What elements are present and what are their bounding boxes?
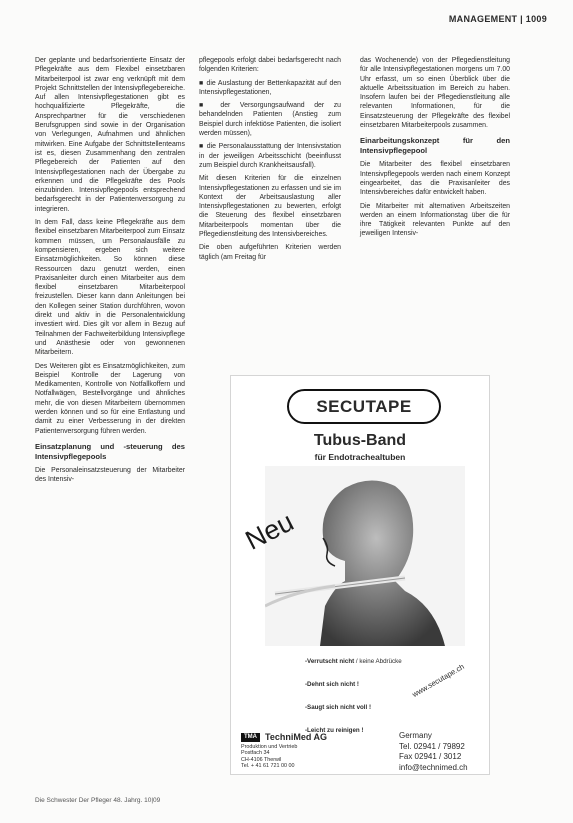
- mannequin-photo: [265, 466, 465, 646]
- country: Germany: [399, 731, 432, 740]
- text-column-1: [35, 56, 185, 488]
- claim: -Leicht zu reinigen !: [305, 727, 364, 734]
- email-link[interactable]: info@technimed.ch: [399, 762, 468, 772]
- phone: Tel. 02941 / 79892: [399, 741, 465, 751]
- fax: Fax 02941 / 3012: [399, 752, 462, 761]
- claim: -Verrutscht nicht / keine Abdrücke: [305, 658, 402, 665]
- bullet-icon: ■: [199, 143, 207, 151]
- paragraph: Des Weiteren gibt es Einsatzmöglichkeiten, zum Beispiel Kontrolle der Lagerung von Medikamenten, Kontrolle von Notfallkoffern und Notfallwägen, Bestellvorgänge und ähnliches mehr, die von diesen Mitarbeitern übernommen werden können und so für eine Entlastung und damit zu einer Verbesserung in der direkten Patientenversorgung führen werden.: [35, 362, 185, 435]
- website-link[interactable]: www.secutape.ch: [410, 662, 466, 699]
- company-block: [241, 733, 361, 770]
- advertisement: [230, 375, 490, 775]
- address-line: Postfach 34: [241, 750, 270, 757]
- ad-title: Tubus-Band: [313, 432, 407, 449]
- paragraph: pflegepools erfolgt dabei bedarfsgerecht nach folgenden Kriterien:: [199, 57, 341, 74]
- subheading: Einarbeitungskonzept für den Intensivpflegepool: [360, 136, 510, 156]
- brand-logo: SECUTAPE: [287, 389, 441, 424]
- paragraph: das Wochenende) von der Pflegedienstleitung für alle Intensivpflegestationen morgens um 7.00 Uhr erfasst, um so einen Überblick über die aktuelle Arbeitssituation im Bereich zu haben. Insofern laufen bei der Pflegedienstleitung alle relevanten Informationen, für die Einsatzsteuerung der Pflegekräfte des flexibel einsetzbaren Mitarbeiterpools zusammen.: [360, 57, 510, 130]
- page-footer: Die Schwester Der Pfleger 48. Jahrg. 10|09: [35, 797, 161, 804]
- company-logo-icon: TMA: [241, 733, 260, 742]
- text-column-3: [360, 56, 510, 243]
- address-line: Produktion und Vertrieb: [241, 743, 298, 750]
- bullet-item: ■ die Personalausstattung der Intensivstation in der jeweiligen Arbeitsschicht (beeinflusst zum Beispiel durch Krankheitsausfall).: [199, 143, 341, 169]
- claims-list: [305, 650, 402, 742]
- claim: -Saugt sich nicht voll !: [305, 704, 372, 711]
- paragraph: Mit diesen Kriterien für die einzelnen Intensivpflegestationen zu erfassen und sie im Kontext der Arbeitsauslastung aller Intensivpflegestationen zu bewerten, erfolgt die Steuerung des flexibel einsetzbaren Mitarbeiterpools momentan über die Pflegedienstleitung des Intensivbereiches.: [199, 175, 341, 239]
- bullet-item: ■ die Auslastung der Bettenkapazität auf den Intensivpflegestationen,: [199, 79, 341, 96]
- paragraph: Die Personaleinsatzsteuerung der Mitarbeiter des Intensiv-: [35, 466, 185, 484]
- bullet-item: ■ der Versorgungsaufwand der zu behandelnden Patienten (Anstieg zum Beispiel durch infektiöse Patienten, die isoliert werden müssen),: [199, 102, 341, 138]
- address-line: CH-4106 Therwil: [241, 756, 282, 763]
- paragraph: Die oben aufgeführten Kriterien werden täglich (am Freitag für: [199, 244, 341, 261]
- bullet-icon: ■: [199, 79, 207, 87]
- paragraph: Die Mitarbeiter mit alternativen Arbeitszeiten werden an einem Informationstag über die für ihre Tätigkeit relevanten Punkte auf den jeweiligen Intensiv-: [360, 202, 510, 238]
- paragraph: In dem Fall, dass keine Pflegekräfte aus dem flexibel einsetzbaren Mitarbeiterpool zum Einsatz kommen müssen, um Personalausfälle zu kompensieren, ergeben sich weitere Einsatzmöglichkeiten. So können diese Ressourcen dazu genutzt werden, einen Praxisanleiter durch einen Mitarbeiter aus dem flexibel einsetzbaren Mitarbeiterpool freizustellen. Dieser kann dann Anleitungen bei den Kollegen seiner Station durchführen, wovon direkt und aktiv in die Personalentwicklung investiert wird. Dies gilt vor allem in Bezug auf Teilnahmen der Fachweiterbildung Intensivpflege und Anästhesie oder von gewonnenen Mitarbeitern.: [35, 219, 185, 357]
- company-name: TMA TechniMed AG: [241, 733, 361, 742]
- bullet-icon: ■: [199, 102, 221, 110]
- paragraph: Der geplante und bedarfsorientierte Einsatz der Pflegekräfte aus dem Flexibel einsetzbaren Mitarbeiterpool ist zwar eng verknüpft mit dem Projekt Schnittstellen der Intensivpflegebereiche. Auf allen Intensivpflegestationen gibt es hochqualifizierte Pflegekräfte, die Ansprechpartner für die verschiedenen Berufsgruppen sind sowie in der Organisation von Verlegungen, Aufnahmen und ähnlichen mitwirken. Eine Aufgabe der Schnittstellenteams ist es, diesen Zusammenhang den zentralen Pflegebereich der Patienten auf den Intensivpflegestationen nach der Übergabe zu erkennen und die Pflegekräfte des Pools einzubinden. Intensivpflegepools entsprechend bedarfsgerecht in der Patientenversorgung zu integrieren.: [35, 57, 185, 213]
- new-badge: Neu: [240, 506, 299, 556]
- section-header: MANAGEMENT | 1009: [448, 14, 547, 24]
- address-line: Tel. + 41 61 721 00 00: [241, 763, 295, 770]
- ad-subtitle: für Endotrachealtuben: [314, 452, 406, 462]
- subheading: Einsatzplanung und -steuerung des Intensivpflegepools: [35, 441, 185, 461]
- paragraph: Die Mitarbeiter des flexibel einsetzbaren Intensivpflegepools werden nach einem Konzept eingearbeitet, das die Praxisanleiter des Intensivbereiches dafür entwickelt haben.: [360, 161, 510, 197]
- text-column-2: [199, 56, 341, 266]
- claim: -Dehnt sich nicht !: [305, 681, 359, 688]
- contact-block: [399, 731, 468, 773]
